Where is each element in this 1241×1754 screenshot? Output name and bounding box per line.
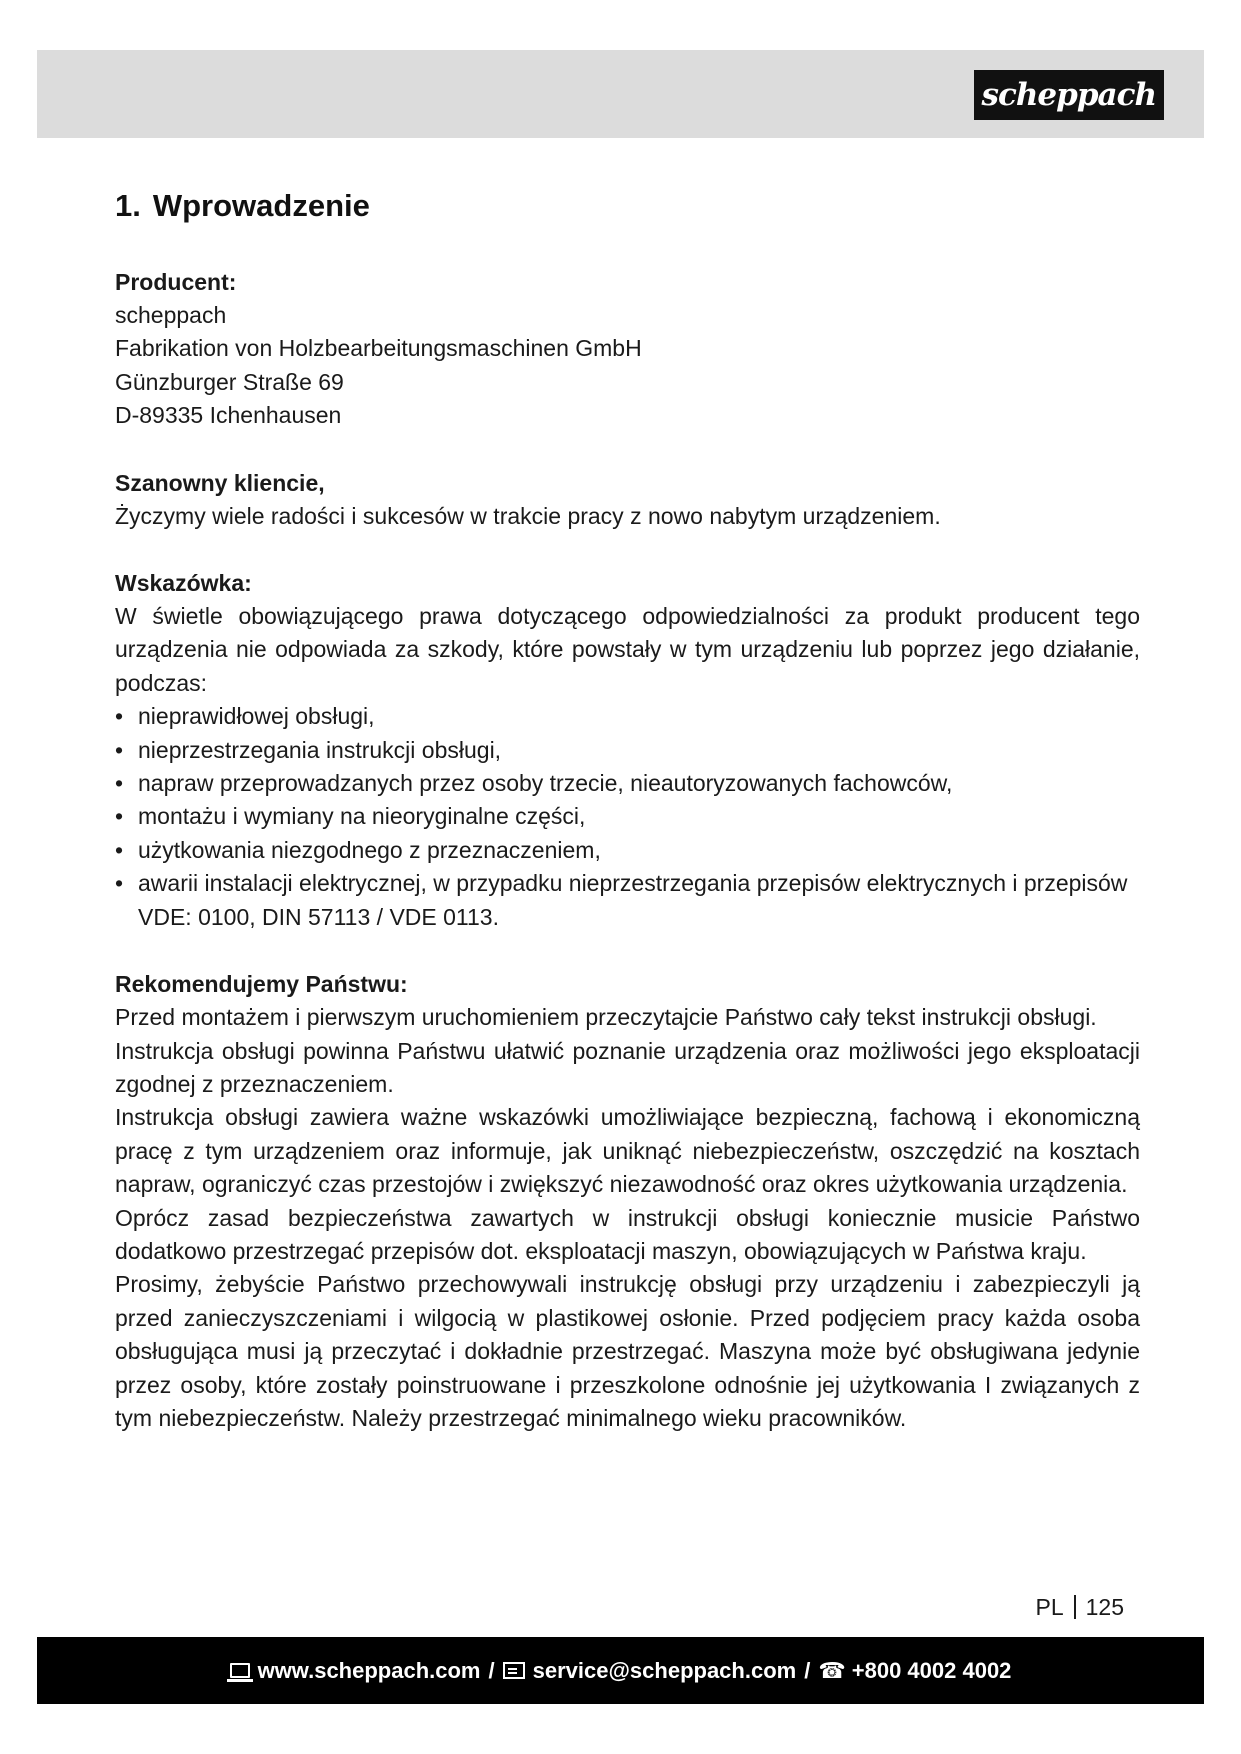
scheppach-logo: scheppach (974, 70, 1164, 120)
producer-line: scheppach (115, 302, 227, 328)
website-link[interactable]: www.scheppach.com (257, 1657, 481, 1683)
page-number-value: 125 (1085, 1594, 1124, 1620)
phone-number[interactable]: +800 4002 4002 (851, 1657, 1012, 1683)
section-title: Wprowadzenie (152, 188, 370, 223)
greeting-heading: Szanowny kliencie, (115, 469, 325, 496)
list-item: • napraw przeprowadzanych przez osoby trzecie, nieautoryzowanych fachowców, (115, 767, 1140, 800)
page-content (115, 183, 1140, 1468)
greeting-section (115, 466, 1140, 533)
footer-band (37, 1637, 1204, 1704)
list-item: • użytkowania niezgodnego z przeznaczeniem, (115, 834, 1140, 867)
recommend-paragraph: Oprócz zasad bezpieczeństwa zawartych w instrukcji obsługi koniecznie musicie Państwo dodatkowo przestrzegać przepisów dot. eksploatacji maszyn, obowiązujących w Państwa kraju. (115, 1204, 1140, 1264)
list-item: • montażu i wymiany na nieoryginalne części, (115, 800, 1140, 833)
page-separator (1074, 1595, 1076, 1619)
greeting-text: Życzymy wiele radości i sukcesów w trakcie pracy z nowo nabytym urządzeniem. (115, 502, 941, 529)
list-item: • nieprawidłowej obsługi, (115, 700, 1140, 733)
recommend-section (115, 967, 1140, 1435)
list-item: • nieprzestrzegania instrukcji obsługi, (115, 734, 1140, 767)
footer-separator: / (488, 1657, 495, 1683)
email-link[interactable]: service@scheppach.com (532, 1657, 797, 1683)
phone-icon: ☎ (818, 1657, 846, 1683)
recommend-paragraph: Przed montażem i pierwszym uruchomieniem przeczytajcie Państwo cały tekst instrukcji obsługi. (115, 1004, 1097, 1031)
recommend-paragraph: Instrukcja obsługi powinna Państwu ułatwić poznanie urządzenia oraz możliwości jego eksploatacji zgodnej z przeznaczeniem. (115, 1037, 1140, 1097)
page-number (1035, 1590, 1124, 1624)
note-section (115, 566, 1140, 934)
laptop-icon (230, 1663, 250, 1678)
liability-list (115, 700, 1140, 934)
recommend-heading: Rekomendujemy Państwu: (115, 971, 408, 998)
language-code: PL (1035, 1594, 1064, 1620)
note-intro: W świetle obowiązującego prawa dotyczącego odpowiedzialności za produkt producent tego urządzenia nie odpowiada za szkody, które powstały w tym urządzeniu lub poprzez jego działanie, podczas: (115, 603, 1140, 696)
note-heading: Wskazówka: (115, 570, 252, 597)
recommend-paragraph: Instrukcja obsługi zawiera ważne wskazówki umożliwiające bezpieczną, fachową i ekonomiczną pracę z tym urządzeniem oraz informuje, jak uniknąć niebezpieczeństw, oszczędzić na kosztach napraw, ograniczyć czas przestojów i zwiększyć niezawodność oraz okres użytkowania urządzenia. (115, 1104, 1140, 1198)
header-band (37, 50, 1204, 138)
producer-section (115, 265, 1140, 433)
producer-line: Fabrikation von Holzbearbeitungsmaschinen GmbH (115, 335, 642, 362)
recommend-paragraph: Prosimy, żebyście Państwo przechowywali instrukcję obsługi przy urządzeniu i zabezpieczyli ją przed zanieczyszczeniami i wilgocią w plastikowej osłonie. Przed podjęciem pracy każda osoba obsługująca musi ją przeczytać i dokładnie przestrzegać. Maszyna może być obsługiwana jedynie przez osoby, które zostały poinstruowane i przeszkolone odnośnie jej użytkowania I związanych z tym niebezpieczeństw. Należy przestrzegać minimalnego wieku pracowników. (115, 1271, 1140, 1431)
producer-line: D-89335 Ichenhausen (115, 402, 342, 429)
page-title (115, 183, 1140, 229)
mail-icon (503, 1662, 525, 1679)
list-item: • awarii instalacji elektrycznej, w przypadku nieprzestrzegania przepisów elektrycznych i przepisów VDE: 0100, DIN 57113 / VDE 0113. (115, 867, 1140, 934)
section-number: 1. (115, 188, 141, 223)
footer-separator: / (804, 1657, 811, 1683)
producer-heading: Producent: (115, 269, 237, 295)
producer-line: Günzburger Straße 69 (115, 368, 344, 395)
